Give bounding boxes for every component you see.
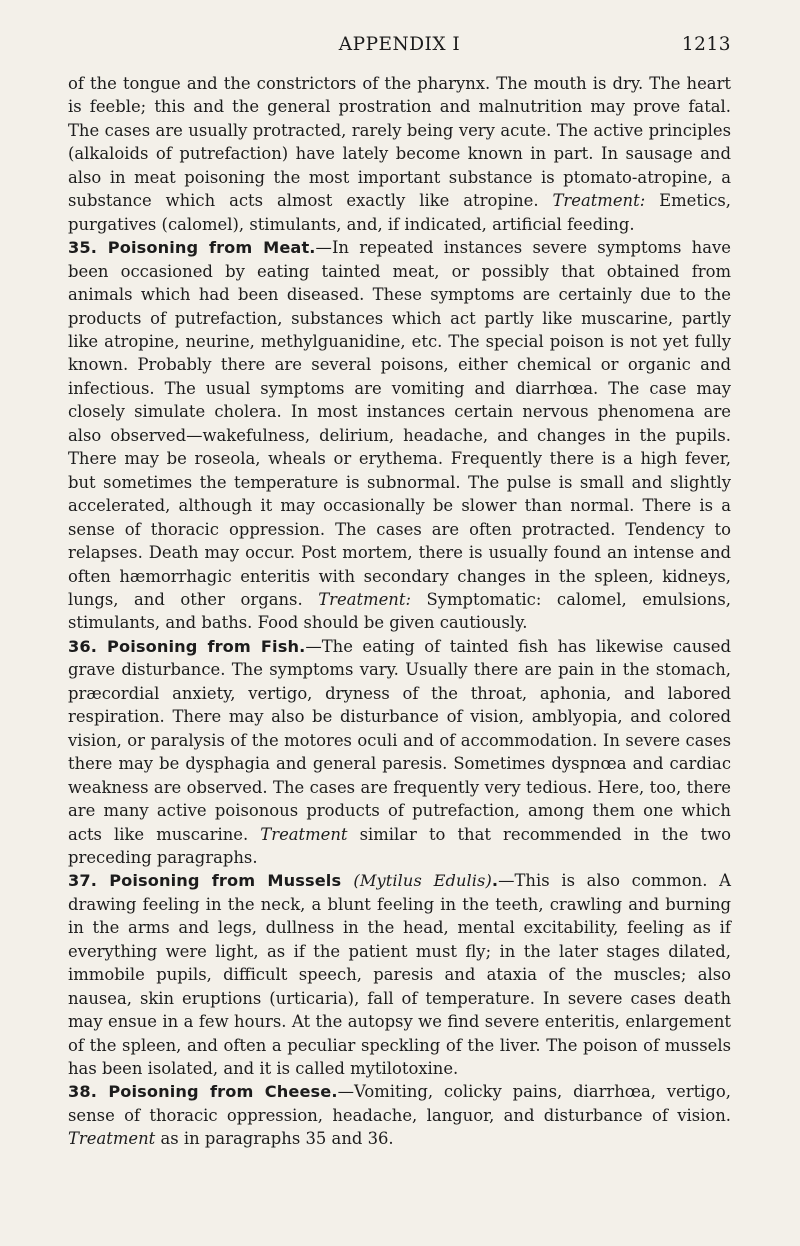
- section-treatment-text: similar to that recommended in the two preceding paragraphs.: [68, 824, 731, 867]
- section-36: [68, 635, 731, 870]
- section-treatment-text: Symptomatic: calomel, emulsions, stimulants, and baths. Food should be given cautiously.: [68, 589, 731, 633]
- section-treatment-text: as in paragraphs 35 and 36.: [160, 1129, 394, 1149]
- intro-paragraph: [68, 72, 731, 236]
- treatment-label: Treatment: [68, 1129, 156, 1149]
- running-title: APPENDIX I: [338, 34, 461, 55]
- section-heading: 37. Poisoning from Mussels (Mytilus Edulis).: [68, 871, 499, 891]
- page-number: 1213: [681, 34, 731, 55]
- section-heading: 36. Poisoning from Fish.: [68, 636, 306, 656]
- page-body: [68, 72, 731, 1151]
- intro-treatment-text: Emetics, purgatives (calomel), stimulants, and, if indicated, artificial feeding.: [68, 191, 731, 234]
- section-heading: 38. Poisoning from Cheese.: [68, 1082, 338, 1102]
- section-37: [68, 869, 731, 1080]
- section-text: —This is also common. A drawing feeling in the neck, a blunt feeling in the teeth, crawling and burning in the arms and legs, dullness in the head, mental excitability, feeling as if everything were light, as if the patient must fly; in the later stages dilated, immobile pupils, difficult speech, paresis and ataxia of the muscles; also nausea, skin eruptions (urticaria), fall of temperature. In severe cases death may ensue in a few hours. At the autopsy we find severe enteritis, enlargement of the spleen, and often a peculiar speckling of the liver. The poison of mussels has been isolated, and it is called mytilotoxine.: [68, 871, 731, 1079]
- section-heading: 35. Poisoning from Meat.: [68, 238, 316, 258]
- running-header: [68, 34, 731, 60]
- section-text: —Vomiting, colicky pains, diarrhœa, vertigo, sense of thoracic oppression, headache, languor, and disturbance of vision.: [68, 1082, 731, 1125]
- treatment-label: Treatment: [260, 824, 348, 844]
- section-35: [68, 236, 731, 635]
- intro-text: of the tongue and the constrictors of the pharynx. The mouth is dry. The heart is feeble; this and the general prostration and malnutrition may prove fatal. The cases are usually protracted, rarely being very acute. The active principles (alkaloids of putrefaction) have lately become known in part. In sausage and also in meat poisoning the most important substance is ptomato-atropine, a substance which acts almost exactly like atropine.: [68, 74, 731, 211]
- treatment-label: Treatment:: [318, 589, 411, 609]
- treatment-label: Treatment:: [552, 191, 646, 211]
- section-text: —The eating of tainted fish has likewise caused grave disturbance. The symptoms vary. Usually there are pain in the stomach, præcordial anxiety, vertigo, dryness of the throat, aphonia, and labored respiration. There may also be disturbance of vision, amblyopia, and colored vision, or paralysis of the motores oculi and of accommodation. In severe cases there may be dysphagia and general paresis. Sometimes dyspnœa and cardiac weakness are observed. The cases are frequently very tedious. Here, too, there are many active poisonous products of putrefaction, among them one which acts like muscarine.: [68, 636, 731, 844]
- section-38: [68, 1080, 731, 1150]
- section-text: —In repeated instances severe symptoms have been occasioned by eating tainted meat, or possibly that obtained from animals which had been diseased. These symptoms are certainly due to the products of putrefaction, substances which act partly like muscarine, partly like atropine, neurine, methylguanidine, etc. The special poison is not yet fully known. Probably there are several poisons, either chemical or organic and infectious. The usual symptoms are vomiting and diarrhœa. The case may closely simulate cholera. In most instances certain nervous phenomena are also observed—wakefulness, delirium, headache, and changes in the pupils. There may be roseola, wheals or erythema. Frequently there is a high fever, but sometimes the temperature is subnormal. The pulse is small and slightly accelerated, although it may occasionally be slower than normal. There is a sense of thoracic oppression. The cases are often protracted. Tendency to relapses. Death may occur. Post mortem, there is usually found an intense and often hæmorrhagic enteritis with secondary changes in the spleen, kidneys, lungs, and other organs.: [68, 238, 731, 609]
